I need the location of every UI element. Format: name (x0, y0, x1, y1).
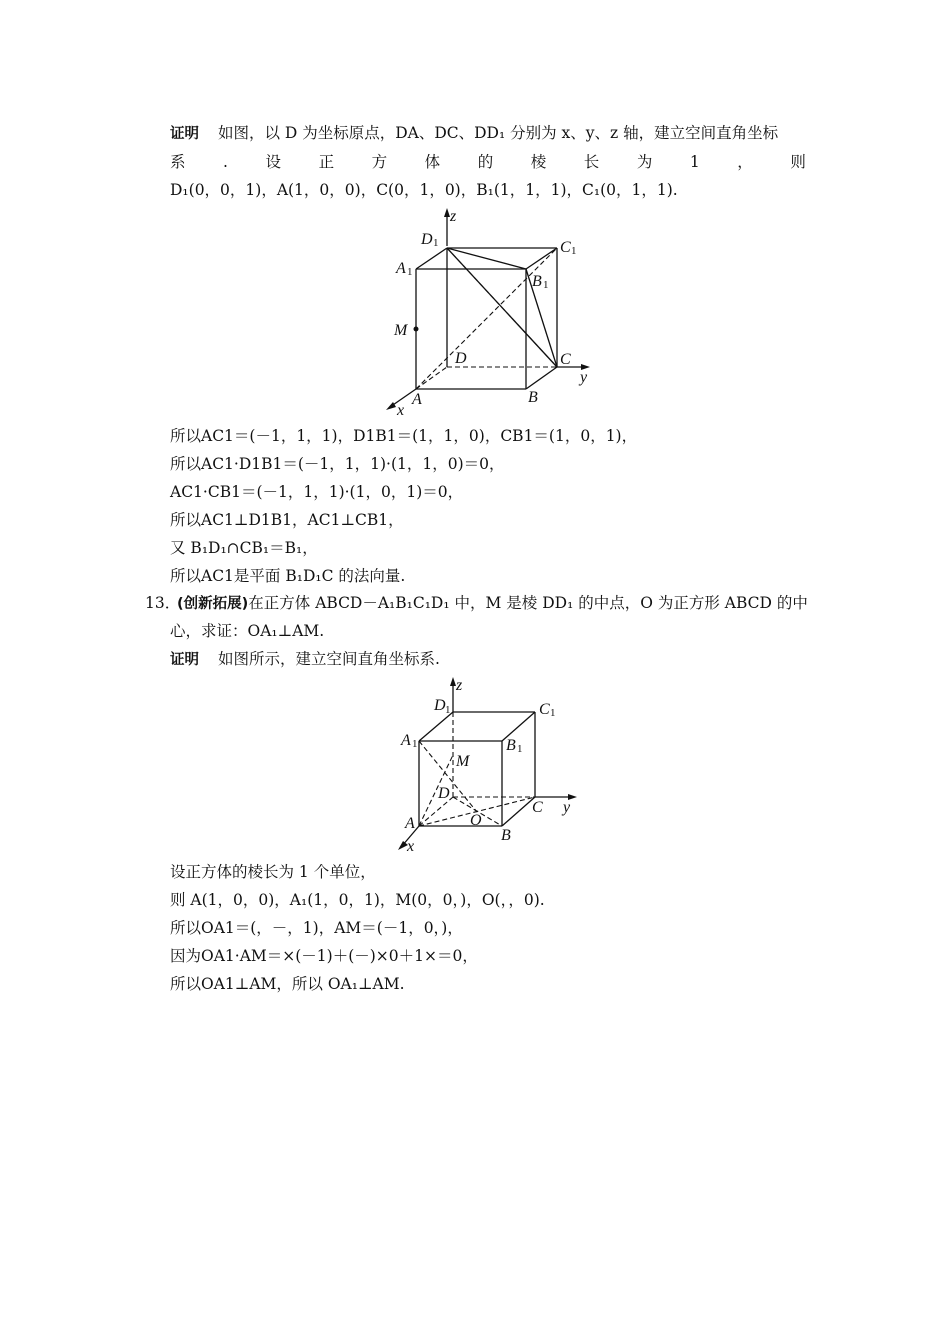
label-y: y (563, 799, 571, 816)
proof1-line2-word: 长 (583, 153, 600, 171)
label-a: A (405, 815, 415, 832)
proof1-line2-word: ， (737, 153, 753, 171)
label-b1-sub: 1 (517, 743, 523, 755)
label-c1-sub: 1 (571, 245, 577, 257)
label-x: x (407, 838, 415, 855)
label-b: B (528, 389, 538, 406)
problem13-text: 在正方体 ABCD－A₁B₁C₁D₁ 中，M 是棱 DD₁ 的中点，O 为正方形 ABCD 的中 (248, 594, 808, 612)
proof1-line2-word: 设 (265, 153, 282, 171)
proof1-line2-word: 体 (424, 153, 441, 171)
label-b1: B (532, 273, 542, 290)
label-a: A (412, 391, 422, 408)
label-z: z (450, 208, 457, 225)
problem13-line2: 心，求证：OA₁⊥AM. (170, 622, 325, 640)
label-z: z (456, 677, 463, 694)
proof1-line2-word: 正 (318, 153, 335, 171)
proof2-step1: 设正方体的棱长为 1 个单位， (170, 863, 376, 881)
label-d1: D (421, 231, 433, 248)
label-a1: A (396, 260, 406, 277)
problem13-line1 (177, 593, 808, 614)
cube-figure-1 (380, 200, 600, 420)
proof1-line2-word: 棱 (530, 153, 547, 171)
proof2-line1 (170, 649, 440, 670)
label-a1: A (401, 732, 411, 749)
problem13-number: 13． (145, 594, 181, 612)
proof2-intro: 如图所示，建立空间直角坐标系. (217, 650, 440, 668)
label-a1-sub: 1 (407, 266, 413, 278)
proof1-line2-word: . (223, 153, 228, 171)
label-c: C (560, 351, 571, 368)
label-m: M (394, 322, 408, 339)
proof2-step3: 所以OA1＝(，－，1)，AM＝(－1，0，)， (170, 919, 463, 937)
proof1-line2-word: 则 (790, 153, 806, 171)
label-y: y (580, 369, 588, 386)
label-d1-sub: 1 (445, 704, 451, 716)
proof2-step5: 所以OA1⊥AM，所以 OA₁⊥AM. (170, 975, 405, 993)
label-d1: D (434, 697, 446, 714)
label-b1: B (506, 737, 516, 754)
proof1-step2: 所以AC1·D1B1＝(－1，1，1)·(1，1，0)＝0， (170, 455, 505, 473)
proof1-line1 (170, 123, 778, 144)
proof1-step4: 所以AC1⊥D1B1，AC1⊥CB1， (170, 511, 404, 529)
label-d1-sub: 1 (433, 237, 439, 249)
label-x: x (397, 402, 405, 419)
proof1-step1: 所以AC1＝(－1，1，1)，D1B1＝(1，1，0)，CB1＝(1，0，1)， (170, 427, 638, 445)
proof1-text: 如图，以 D 为坐标原点，DA、DC、DD₁ 分别为 x、y、z 轴，建立空间直角坐标 (217, 124, 779, 142)
proof1-label: 证明 (170, 126, 199, 142)
label-a1-sub: 1 (412, 738, 418, 750)
label-b: B (501, 827, 511, 844)
proof2-step2: 则 A(1，0，0)，A₁(1，0，1)，M(0，0，)，O(，，0). (170, 891, 545, 909)
cube-figure-2 (390, 672, 590, 862)
proof1-line2-word: 的 (477, 153, 494, 171)
label-m: M (456, 753, 470, 770)
label-d: D (455, 350, 467, 367)
label-c1-sub: 1 (550, 707, 556, 719)
label-c1: C (539, 701, 550, 718)
proof1-line2-word: 方 (371, 153, 388, 171)
proof1-line2-word: 为 (636, 153, 653, 171)
proof1-line2-word: 1 (689, 153, 700, 171)
label-o: O (470, 812, 482, 829)
proof2-step4: 因为OA1·AM＝×(－1)＋(－)×0＋1×＝0， (170, 947, 478, 965)
proof1-line3: D₁(0，0，1)，A(1，0，0)，C(0，1，0)，B₁(1，1，1)，C₁(0，1，1). (170, 181, 678, 199)
proof2-label: 证明 (170, 652, 199, 668)
proof1-line2-word: 系 (170, 153, 186, 171)
problem13-tag: (创新拓展) (177, 596, 249, 612)
proof1-step6: 所以AC1是平面 B₁D₁C 的法向量. (170, 567, 406, 585)
point-m (414, 327, 419, 332)
proof1-line2 (170, 152, 806, 172)
proof1-step3: AC1·CB1＝(－1，1，1)·(1，0，1)＝0， (170, 483, 464, 501)
label-c: C (532, 799, 543, 816)
proof1-step5: 又 B₁D₁∩CB₁＝B₁， (170, 539, 318, 557)
label-c1: C (560, 239, 571, 256)
label-b1-sub: 1 (543, 279, 549, 291)
label-d: D (438, 785, 450, 802)
